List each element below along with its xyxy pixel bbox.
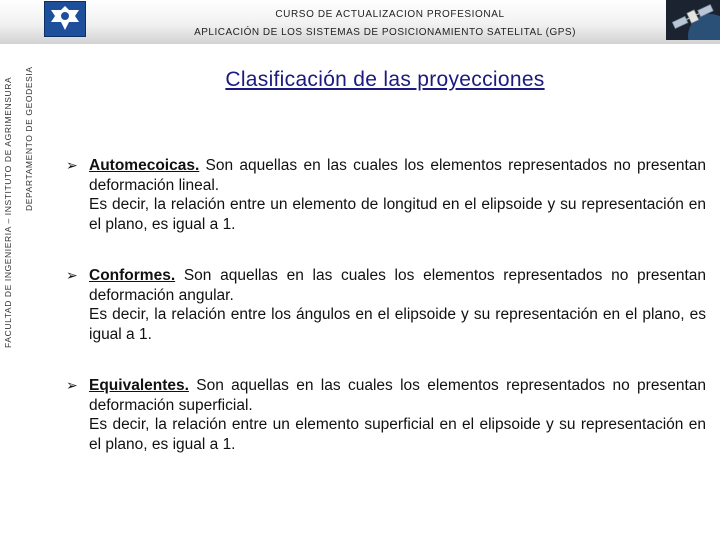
list-item-equivalentes xyxy=(66,376,706,454)
arrow-bullet-icon: ➢ xyxy=(66,267,78,283)
term-detail: Es decir, la relación entre un elemento superficial en el elipsoide y su representación en el plano, es igual a 1. xyxy=(89,416,706,453)
term-label: Conformes. xyxy=(89,267,176,284)
term-description: Son aquellas en las cuales los elementos representados no presentan deformación angular. xyxy=(89,267,706,304)
arrow-bullet-icon: ➢ xyxy=(66,377,78,393)
term-detail: Es decir, la relación entre un elemento de longitud en el elipsoide y su representación en el plano, es igual a 1. xyxy=(89,196,706,233)
term-description: Son aquellas en las cuales los elementos representados no presentan deformación superficial. xyxy=(89,377,706,414)
term-detail: Es decir, la relación entre los ángulos en el elipsoide y su representación en el plano, es igual a 1. xyxy=(89,306,706,343)
page-title: Clasificación de las proyecciones xyxy=(225,68,545,91)
faculty-label: FACULTAD DE INGENIERIA – INSTITUTO DE AGRIMENSURA xyxy=(3,76,13,348)
list-item-conformes xyxy=(66,266,706,344)
term-description: Son aquellas en las cuales los elementos representados no presentan deformación lineal. xyxy=(89,157,706,194)
list-item-automecoicas xyxy=(66,156,706,234)
course-subtitle: APLICACIÓN DE LOS SISTEMAS DE POSICIONAMIENTO SATELITAL (GPS) xyxy=(194,27,576,38)
satellite-icon xyxy=(666,0,720,40)
course-title: CURSO DE ACTUALIZACION PROFESIONAL xyxy=(275,9,505,20)
term-label: Automecoicas. xyxy=(89,157,200,174)
department-label: DEPARTAMENTO DE GEODESIA xyxy=(24,66,34,211)
university-logo-icon xyxy=(44,1,86,37)
arrow-bullet-icon: ➢ xyxy=(66,157,78,173)
term-label: Equivalentes. xyxy=(89,377,189,394)
